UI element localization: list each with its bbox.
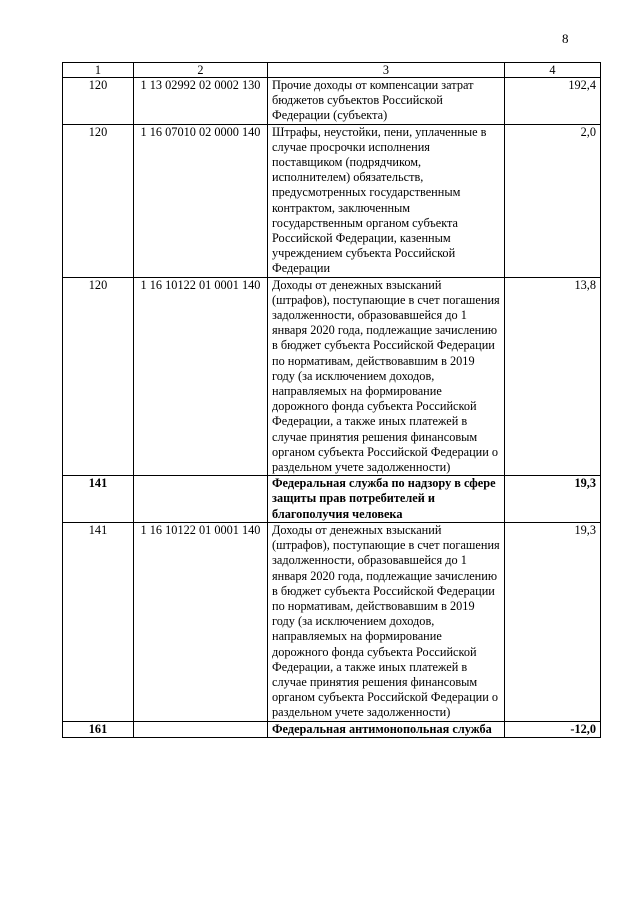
admin-code-cell: 141 bbox=[63, 476, 134, 523]
revenue-name-cell: Штрафы, неустойки, пени, уплаченные в случае просрочки исполнения поставщиком (подрядчиком, исполнителем) обязательств, предусмотренных государственным контрактом, заключенным государственным органом субъекта Российской Федерации, казенным учреждением субъекта Российской Федерации bbox=[268, 124, 505, 277]
admin-code-cell: 120 bbox=[63, 124, 134, 277]
admin-code-cell: 141 bbox=[63, 522, 134, 721]
column-header-admin: 1 bbox=[63, 63, 134, 78]
table-row bbox=[63, 124, 601, 277]
amount-cell: 19,3 bbox=[505, 522, 601, 721]
revenue-code-cell: 1 13 02992 02 0002 130 bbox=[134, 78, 268, 125]
revenue-name-cell: Доходы от денежных взысканий (штрафов), поступающие в счет погашения задолженности, образовавшейся до 1 января 2020 года, подлежащие зачислению в бюджет субъекта Российской Федерации по нормативам, действовавшим в 2019 году (за исключением доходов, направляемых на формирование дорожного фонда субъекта Российской Федерации, а также иных платежей в случае принятия решения финансовым органом субъекта Российской Федерации о раздельном учете задолженности) bbox=[268, 277, 505, 476]
amount-cell: 13,8 bbox=[505, 277, 601, 476]
amount-cell: 19,3 bbox=[505, 476, 601, 523]
amount-cell: -12,0 bbox=[505, 721, 601, 737]
admin-code-cell: 161 bbox=[63, 721, 134, 737]
amount-cell: 2,0 bbox=[505, 124, 601, 277]
revenue-code-cell: 1 16 10122 01 0001 140 bbox=[134, 277, 268, 476]
revenue-name-cell: Доходы от денежных взысканий (штрафов), поступающие в счет погашения задолженности, образовавшейся до 1 января 2020 года, подлежащие зачислению в бюджет субъекта Российской Федерации по нормативам, действовавшим в 2019 году (за исключением доходов, направляемых на формирование дорожного фонда субъекта Российской Федерации, а также иных платежей в случае принятия решения финансовым органом субъекта Российской Федерации о раздельном учете задолженности) bbox=[268, 522, 505, 721]
admin-code-cell: 120 bbox=[63, 78, 134, 125]
revenue-code-cell bbox=[134, 721, 268, 737]
revenue-name-cell: Федеральная антимонопольная служба bbox=[268, 721, 505, 737]
page-number: 8 bbox=[562, 31, 569, 46]
table-row bbox=[63, 476, 601, 523]
revenue-code-cell: 1 16 10122 01 0001 140 bbox=[134, 522, 268, 721]
table-row bbox=[63, 78, 601, 125]
revenue-code-cell: 1 16 07010 02 0000 140 bbox=[134, 124, 268, 277]
column-header-amount: 4 bbox=[505, 63, 601, 78]
revenue-name-cell: Прочие доходы от компенсации затрат бюджетов субъектов Российской Федерации (субъекта) bbox=[268, 78, 505, 125]
table-row bbox=[63, 522, 601, 721]
revenue-table bbox=[62, 62, 601, 738]
table-row bbox=[63, 721, 601, 737]
column-header-name: 3 bbox=[268, 63, 505, 78]
column-header-code: 2 bbox=[134, 63, 268, 78]
revenue-name-cell: Федеральная служба по надзору в сфере защиты прав потребителей и благополучия человека bbox=[268, 476, 505, 523]
table-header-row bbox=[63, 63, 601, 78]
admin-code-cell: 120 bbox=[63, 277, 134, 476]
amount-cell: 192,4 bbox=[505, 78, 601, 125]
table-row bbox=[63, 277, 601, 476]
revenue-code-cell bbox=[134, 476, 268, 523]
